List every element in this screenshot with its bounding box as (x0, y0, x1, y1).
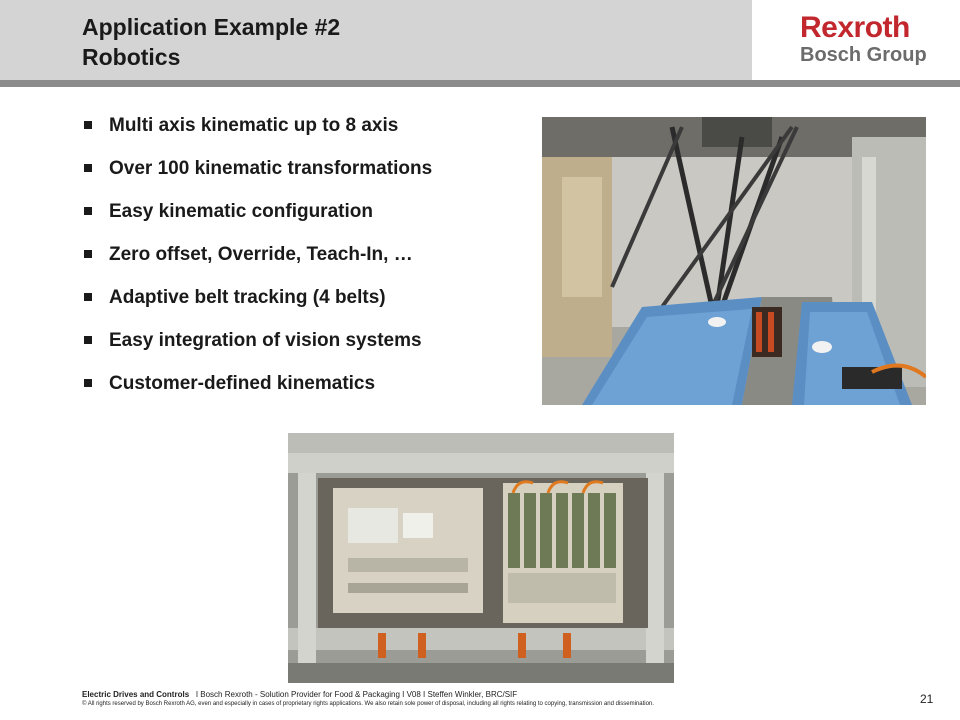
delta-robot-photo (542, 117, 926, 405)
page-number: 21 (920, 692, 934, 706)
slide-title (82, 12, 340, 72)
bullet-square-icon (84, 207, 92, 215)
bullet-list (82, 113, 432, 414)
bullet-square-icon (84, 379, 92, 387)
bullet-square-icon (84, 121, 92, 129)
footer-text: I Bosch Rexroth - Solution Provider for Food & Packaging I V08 I Steffen Winkler, BRC/SIF (195, 690, 518, 699)
logo-brand: Rexroth (800, 11, 910, 44)
bullet-square-icon (84, 336, 92, 344)
bullet-text: Multi axis kinematic up to 8 axis (109, 115, 399, 136)
bullet-text: Over 100 kinematic transformations (109, 158, 433, 179)
bullet-square-icon (84, 250, 92, 258)
bullet-item (82, 328, 432, 371)
bullet-text: Easy kinematic configuration (109, 201, 373, 222)
bullet-item (82, 242, 432, 285)
bullet-item (82, 113, 432, 156)
bullet-square-icon (84, 164, 92, 172)
bullet-text: Easy integration of vision systems (109, 330, 422, 351)
footer-copyright: © All rights reserved by Bosch Rexroth AG, even and especially in cases of proprietary rights applications. We also retain sole power of disposal, including all rights relating to copying, transmission and dissemination. (82, 701, 654, 707)
bullet-text: Adaptive belt tracking (4 belts) (109, 287, 386, 308)
control-cabinet-photo (288, 433, 674, 683)
bullet-square-icon (84, 293, 92, 301)
title-line-1: Application Example #2 (82, 14, 341, 40)
footer-info (82, 690, 517, 699)
bullet-item (82, 371, 432, 414)
logo-group: Bosch Group (800, 44, 927, 66)
bullet-text: Zero offset, Override, Teach-In, … (109, 244, 413, 265)
header-rule (0, 80, 960, 87)
bullet-text: Customer-defined kinematics (109, 373, 376, 394)
rexroth-logo (800, 12, 940, 66)
bullet-item (82, 285, 432, 328)
title-line-2: Robotics (82, 44, 181, 70)
bullet-item (82, 156, 432, 199)
footer-dept: Electric Drives and Controls (82, 690, 190, 699)
bullet-item (82, 199, 432, 242)
